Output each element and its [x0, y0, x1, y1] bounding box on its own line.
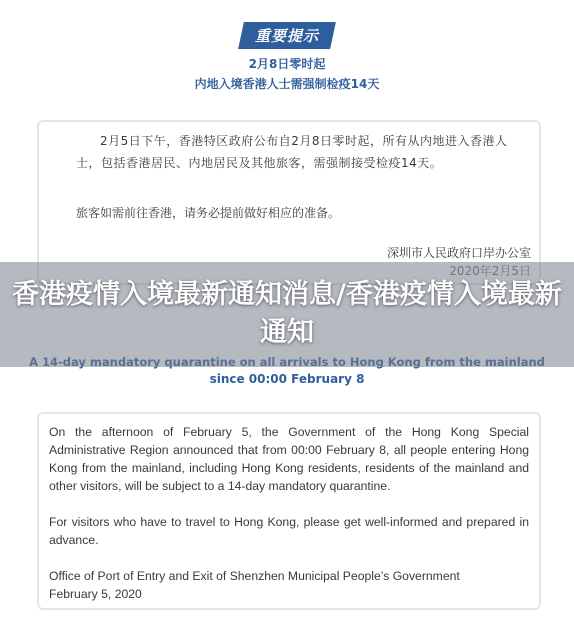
badge-label: 重要提示	[254, 27, 319, 45]
en-notice-box	[37, 412, 541, 610]
en-signature: Office of Port of Entry and Exit of Shenzhen Municipal People’s Government	[49, 569, 460, 583]
cn-date-line: 2月8日零时起	[248, 57, 326, 71]
en-paragraph-1: On the afternoon of February 5, the Government of the Hong Kong Special Administrative Region announced that from 00:00 February 8, all people entering Hong Kong from the mainland, including Hong Kong residents, residents of the mainland and other visitors, will be subject to a 14-day mandatory quarantine.	[49, 425, 529, 493]
en-signature-block	[49, 567, 529, 603]
cn-paragraph-2: 旅客如需前往香港，请务必提前做好相应的准备。	[76, 206, 341, 220]
en-date-line: since 00:00 February 8	[209, 372, 365, 386]
cn-signature: 深圳市人民政府口岸办公室	[386, 246, 531, 260]
en-paragraph-2: For visitors who have to travel to Hong Kong, please get well-informed and prepared in advance.	[49, 515, 529, 547]
en-sign-date: February 5, 2020	[49, 587, 142, 601]
overlay-title: 香港疫情入境最新通知消息/香港疫情入境最新通知	[12, 279, 562, 348]
cn-paragraph-1: 2月5日下午，香港特区政府公布自2月8日零时起，所有从内地进入香港人士，包括香港居民、内地居民及其他旅客，需强制接受检疫14天。	[76, 134, 508, 170]
notice-badge	[0, 22, 574, 49]
cn-notice-box	[37, 120, 541, 285]
cn-subtitle: 内地入境香港人士需强制检疫14天	[194, 77, 380, 91]
